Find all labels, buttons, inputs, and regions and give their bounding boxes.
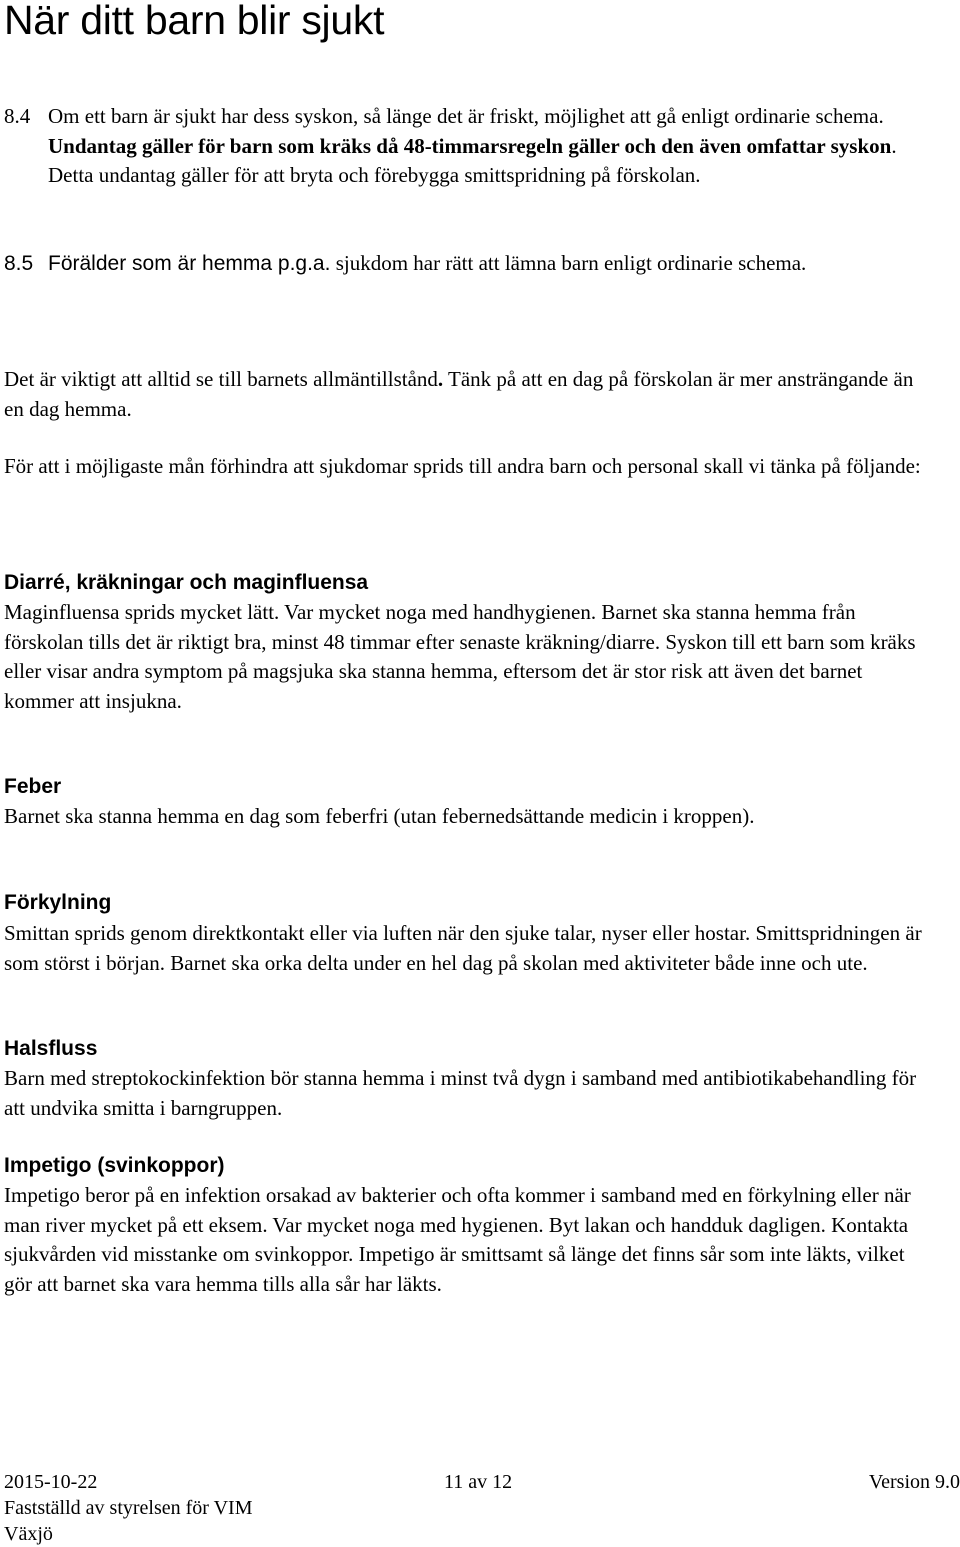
prevention-intro: För att i möjligaste mån förhindra att sjukdomar sprids till andra barn och personal skall vi tänka på följande: — [4, 454, 921, 478]
footer-approved-by: Fastställd av styrelsen för VIM — [4, 1497, 253, 1519]
item-number: 8.4 — [4, 104, 31, 128]
item-8-4-text-continued: . Detta undantag gäller för att bryta och förebygga smittspridning på förskolan. — [48, 133, 897, 187]
section-heading-feber: Feber — [4, 775, 62, 798]
item-8-5-text: sjukdom har rätt att lämna barn enligt ordinarie schema. — [330, 251, 807, 275]
item-8-5-text-sans: Förälder som är hemma p.g.a. — [48, 252, 331, 275]
footer-date: 2015-10-22 — [4, 1471, 98, 1493]
section-body-forkylning: Smittan sprids genom direktkontakt eller via luften när den sjuke talar, nyser eller hostar. Smittspridningen är som störst i början. Barnet ska orka delta under en hel dag på skolan med aktiviteter både inne och ute. — [4, 921, 922, 975]
item-number: 8.5 — [4, 252, 34, 275]
section-body-halsfluss: Barn med streptokockinfektion bör stanna hemma i minst två dygn i samband med antibiotikabehandling för att undvika smitta i barngruppen. — [4, 1066, 917, 1120]
general-health-text-continued: Tänk på att en dag på förskolan är mer ansträngande än en dag hemma. — [4, 367, 914, 421]
section-body-feber: Barnet ska stanna hemma en dag som feberfri (utan febernedsättande medicin i kroppen). — [4, 804, 755, 828]
item-8-4-text: Om ett barn är sjukt har dess syskon, så länge det är friskt, möjlighet att gå enligt ordinarie schema. — [48, 104, 884, 128]
page-title: När ditt barn blir sjukt — [4, 0, 385, 43]
item-8-5 — [4, 249, 928, 279]
footer-approved-by-line2: Växjö — [4, 1523, 53, 1545]
general-health-paragraph — [4, 365, 924, 424]
footer-version: Version 9.0 — [868, 1471, 960, 1493]
general-health-bold-period: . — [437, 367, 444, 391]
item-8-4 — [4, 102, 928, 191]
general-health-text: Det är viktigt att alltid se till barnets allmäntillstånd — [4, 367, 438, 391]
section-heading-halsfluss: Halsfluss — [4, 1037, 98, 1060]
footer-page-number: 11 av 12 — [444, 1471, 513, 1493]
item-8-4-bold-text: Undantag gäller för barn som kräks då 48-timmarsregeln gäller och den även omfattar syskon — [48, 133, 892, 158]
section-heading-diarre: Diarré, kräkningar och maginfluensa — [4, 571, 369, 594]
section-heading-impetigo: Impetigo (svinkoppor) — [4, 1154, 225, 1177]
section-body-impetigo: Impetigo beror på en infektion orsakad av bakterier och ofta kommer i samband med en förkylning eller när man river mycket på ett eksem. Var mycket noga med hygienen. Byt lakan och handduk dagligen. Kontakta sjukvården vid misstanke om svinkoppor. Impetigo är smittsamt så länge det finns sår som inte läkts, vilket gör att barnet ska vara hemma tills alla sår har läkts. — [4, 1183, 911, 1296]
section-heading-forkylning: Förkylning — [4, 891, 112, 914]
section-body-diarre: Maginfluensa sprids mycket lätt. Var mycket noga med handhygienen. Barnet ska stanna hemma från förskolan tills det är riktigt bra, minst 48 timmar efter senaste kräkning/diarre. Syskon till ett barn som kräks eller visar andra symptom på magsjuka ska stanna hemma, eftersom det är stor risk att även det barnet kommer att insjukna. — [4, 600, 916, 713]
